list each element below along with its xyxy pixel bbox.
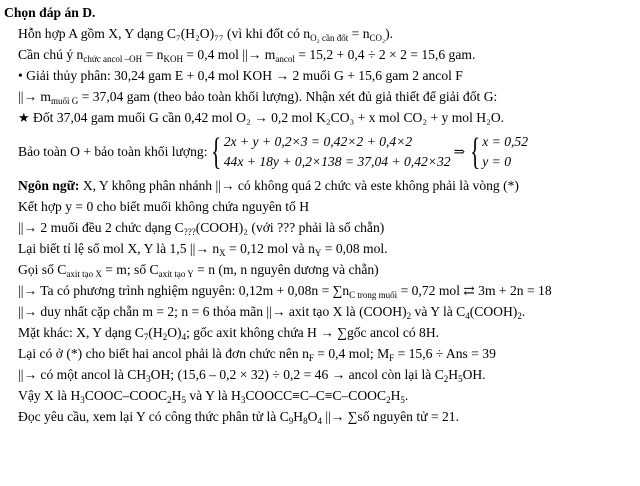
text-line-1: Hỗn hợp A gồm X, Y dạng C₇(H₂O)₇₇ (vì khi đốt có $n_{O_2 cần đốt} = n_{CO_2}$). [18, 26, 394, 43]
text-line-13: ||→ duy nhất cặp chẵn m = 2; n = 6 thỏa mãn ||→ axit tạo X là $(COOH)_2$ và Y là $C_4(COOH)_2$. [18, 304, 526, 321]
text-line-17: Vậy X là $H_3COOC-COOC_2H_5$ và Y là $H_3COOCC\equiv C-C\equiv C-COOC_2H_5$. [18, 388, 409, 405]
system-equations [224, 132, 451, 172]
system-results [482, 132, 528, 172]
left-brace-icon: { [211, 131, 222, 173]
text-line-3: • Giải thủy phân: 30,24 gam E + 0,4 mol KOH → 2 muối G + 15,6 gam 2 ancol F [18, 68, 463, 83]
text-line-16: ||→ có một ancol là $CH_3OH$; (15,6 – 0,2 × 32) ÷ 0,2 = 46 → ancol còn lại là $C_2H_5OH$. [18, 367, 486, 384]
system-result-1: x = 0,52 [482, 134, 529, 149]
system-label: Bảo toàn O + bảo toàn khối lượng: [18, 144, 208, 159]
text-line-2: Cần chú ý $n_{chức ancol -OH} = n_{KOH} = 0,4$ mol ||→ $m_{ancol} = 15,2 + 0,4 \div 2 \times 2 = 15,6$ gam. [18, 47, 476, 64]
text-line-4: ||→ $m_{muối G} = 37,04$ gam (theo bảo toàn khối lượng). Nhận xét đủ giả thiết để giải đốt G: [18, 89, 498, 106]
text-line-11: Gọi số $C_{axit tạo X} = m$; số $C_{axit tạo Y} = n$ (m, n nguyên dương và chẵn) [18, 262, 379, 279]
system-equation-1: 2x + y + 0,2×3 = 0,42×2 + 0,4×2 [223, 134, 413, 149]
text-line-7: Ngôn ngữ: X, Y không phân nhánh ||→ có không quá 2 chức và este không phải là vòng (*) [18, 178, 519, 193]
left-brace-icon: { [470, 131, 481, 173]
system-equation-2: 44x + 18y + 0,2×138 = 37,04 + 0,42×32 [223, 154, 451, 169]
star-icon: ★ [18, 110, 30, 125]
text-line-8: Kết hợp y = 0 cho biết muối không chứa nguyên tố H [18, 199, 310, 214]
answer-heading: Chọn đáp án D. [4, 5, 96, 20]
text-line-14: Mặt khác: X, Y dạng $C_7(H_2O)_4$; gốc axit không chứa H → ∑gốc ancol có 8H. [18, 325, 440, 342]
text-line-5: ★ Đốt 37,04 gam muối G cần 0,42 mol O₂ → 0,2 mol K₂CO₃ + x mol CO₂ + y mol H₂O. [18, 110, 505, 125]
equation-system [4, 130, 634, 174]
text-line-18: Đọc yêu cầu, xem lại Y có công thức phân tử là $C_9H_8O_4$ ||→ ∑số nguyên tử = 21. [18, 409, 459, 426]
system-result-2: y = 0 [482, 154, 512, 169]
text-line-10: Lại biết tỉ lệ số mol X, Y là 1,5 ||→ $n_X = 0,12$ mol và $n_Y = 0,08$ mol. [18, 241, 388, 258]
text-line-15: Lại có ở (*) cho biết hai ancol phải là đơn chức nên $n_F = 0,4$ mol; $M_F = 15,6$ ÷ Ans = 39 [18, 346, 496, 363]
implies-icon: ⇒ [453, 144, 465, 159]
text-line-12: ||→ Ta có phương trình nghiệm nguyên: $0,12m + 0,08n = \sum n_{C trong muối} = 0,72$ mol ⇄ 3m + 2n = 18 [18, 283, 552, 300]
text-line-9: ||→ 2 muối đều 2 chức dạng $C_{???}(COOH)_2$ (với ??? phải là số chẵn) [18, 220, 385, 237]
